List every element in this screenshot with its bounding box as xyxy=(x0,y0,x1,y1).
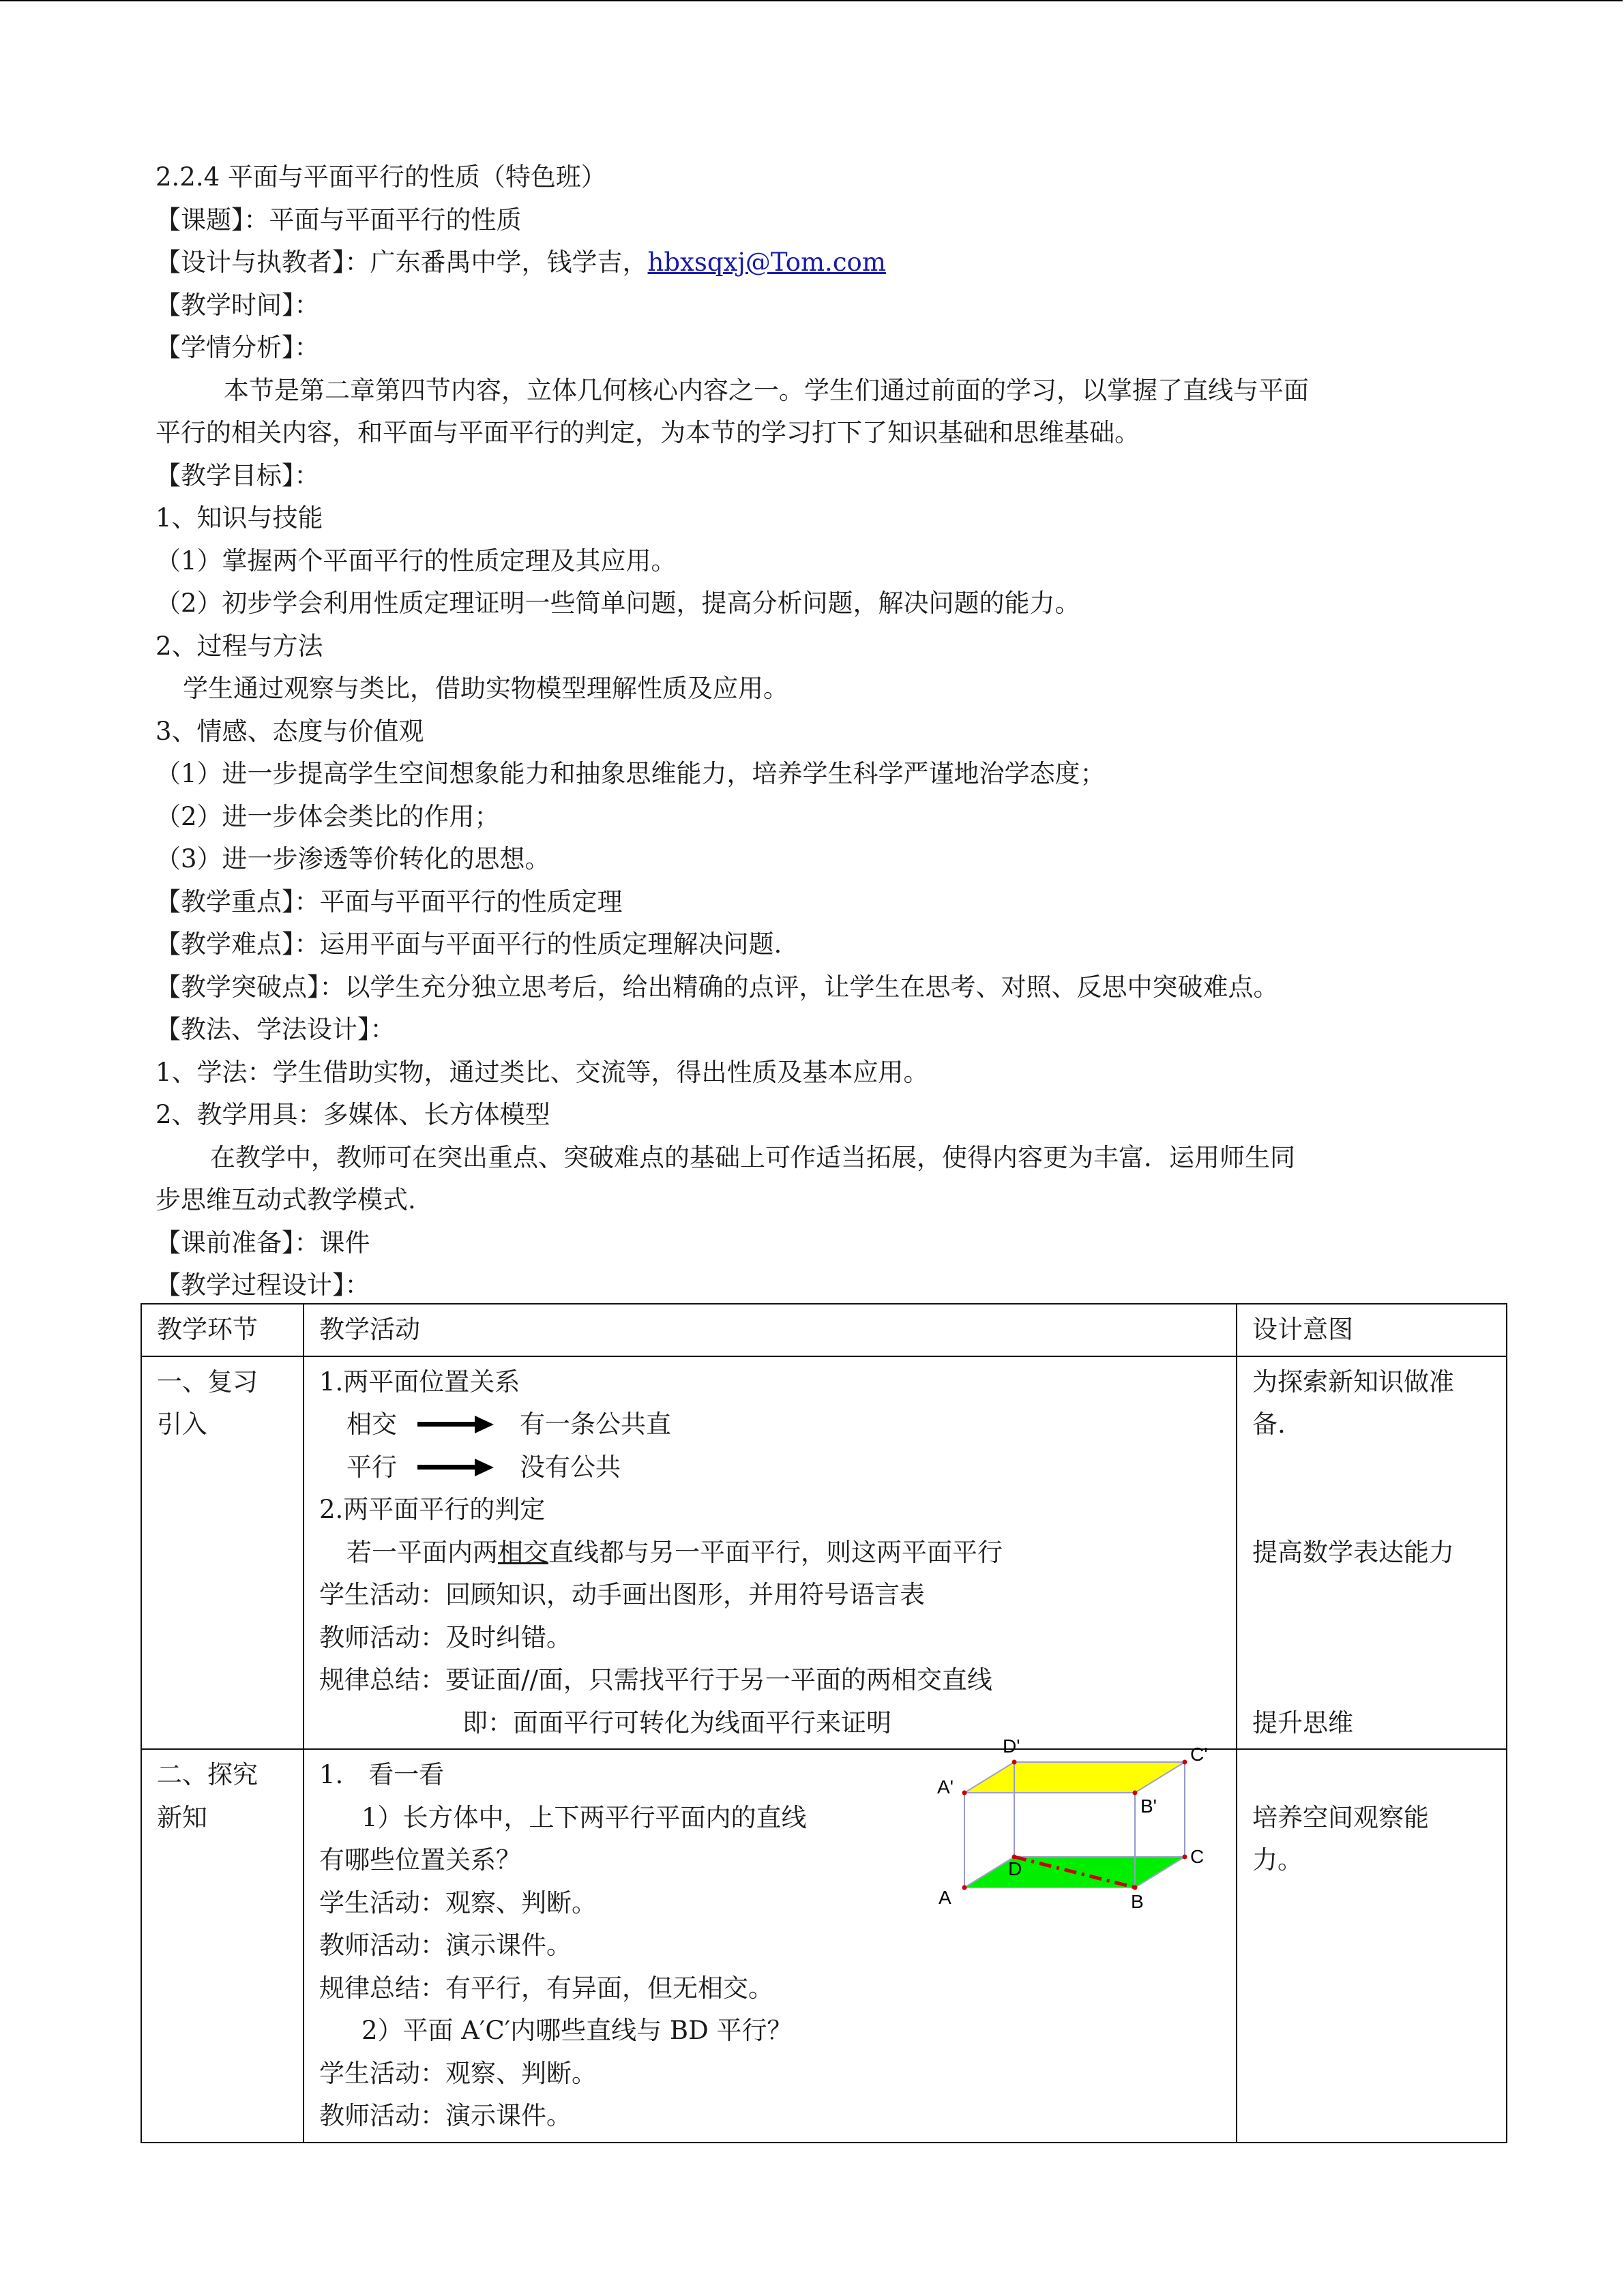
activity-line: 1. 看一看 xyxy=(319,1760,445,1789)
label-C: C xyxy=(1190,1846,1205,1867)
intent-cell xyxy=(1237,1356,1507,1750)
goals-heading: 【教学目标】： xyxy=(156,460,320,490)
activity-line: 教师活动：演示课件。 xyxy=(319,2101,572,2130)
intent-line: 提升思维 xyxy=(1252,1708,1353,1738)
stage-line: 二、探究 xyxy=(157,1760,258,1789)
vertex-dot xyxy=(962,1885,967,1890)
process-heading: 2、过程与方法 xyxy=(156,631,323,661)
page-top-border xyxy=(0,0,1623,1)
activity-line: 学生活动：观察、判断。 xyxy=(319,1888,597,1918)
table-header-row xyxy=(141,1304,1507,1356)
label-B: B xyxy=(1131,1891,1144,1911)
method-heading: 【教法、学法设计】： xyxy=(156,1015,396,1044)
knowledge-heading: 1、知识与技能 xyxy=(156,503,323,533)
cuboid-figure xyxy=(936,1729,1215,1911)
intent-spacer xyxy=(1252,1659,1491,1702)
focus-line: 【教学重点】：平面与平面平行的性质定理 xyxy=(156,886,623,916)
analysis-line-2: 平行的相关内容，和平面与平面平行的判定，为本节的学习打下了知识基础和思维基础。 xyxy=(156,418,1140,447)
top-face xyxy=(964,1762,1185,1793)
right-arrow-icon xyxy=(417,1403,494,1446)
intersect-result: 有一条公共直 xyxy=(520,1410,671,1439)
vertex-dot xyxy=(1133,1885,1138,1890)
intent-spacer xyxy=(1252,1489,1491,1532)
label-A1: A' xyxy=(937,1776,954,1798)
difficulty-line: 【教学难点】：运用平面与平面平行的性质定理解决问题. xyxy=(156,929,782,959)
activity-line: 有哪些位置关系？ xyxy=(319,1845,521,1875)
activity-line: 1.两平面位置关系 xyxy=(319,1367,520,1397)
method-item-3-line-1: 在教学中，教师可在突出重点、突破难点的基础上可作适当拓展，使得内容更为丰富．运用师生同 xyxy=(210,1142,1295,1172)
intent-line: 力。 xyxy=(1252,1845,1303,1875)
criterion-line xyxy=(319,1532,1221,1575)
vertex-dot xyxy=(1183,1855,1187,1860)
label-C1: C' xyxy=(1190,1744,1208,1765)
analysis-heading: 【学情分析】： xyxy=(156,333,320,362)
stage-cell xyxy=(141,1356,304,1750)
designer-text: 【设计与执教者】：广东番禺中学，钱学吉， xyxy=(156,248,648,277)
activity-line: 教师活动：及时纠错。 xyxy=(319,1622,572,1652)
activity-line: 学生活动：回顾知识，动手画出图形，并用符号语言表 xyxy=(319,1580,925,1609)
time-line: 【教学时间】： xyxy=(156,290,320,320)
emotion-item-2: （2）进一步体会类比的作用； xyxy=(156,801,500,831)
activity-line: 教师活动：演示课件。 xyxy=(319,1930,572,1960)
prep-line: 【课前准备】：课件 xyxy=(156,1227,370,1257)
vertex-dot xyxy=(962,1791,967,1795)
intent-cell xyxy=(1237,1749,1507,2143)
intent-line: 为探索新知识做准 xyxy=(1252,1367,1454,1397)
header-intent: 设计意图 xyxy=(1237,1304,1507,1356)
analysis-line-1: 本节是第二章第四节内容，立体几何核心内容之一。学生们通过前面的学习，以掌握了直线与平面 xyxy=(224,375,1309,405)
intent-line: 提高数学表达能力 xyxy=(1252,1537,1454,1567)
parallel-result: 没有公共 xyxy=(520,1452,621,1482)
stage-line: 引入 xyxy=(157,1410,207,1439)
lesson-title: 2.2.4 平面与平面平行的性质（特色班） xyxy=(156,162,606,192)
lesson-table xyxy=(141,1303,1507,2143)
vertex-dot xyxy=(1012,1760,1017,1765)
intent-spacer xyxy=(1252,1617,1491,1660)
criterion-underlined: 相交 xyxy=(498,1537,548,1567)
knowledge-item-2: （2）初步学会利用性质定理证明一些简单问题，提高分析问题，解决问题的能力。 xyxy=(156,588,1080,618)
intent-spacer xyxy=(1252,1574,1491,1617)
table-row xyxy=(141,1356,1507,1750)
criterion-pre: 若一平面内两 xyxy=(346,1537,498,1567)
designer-line xyxy=(156,241,1506,284)
stage-line: 一、复习 xyxy=(157,1367,258,1397)
intersect-label: 相交 xyxy=(346,1410,397,1439)
activity-cell xyxy=(304,1356,1237,1750)
stage-line: 新知 xyxy=(157,1802,207,1832)
topic-line: 【课题】：平面与平面平行的性质 xyxy=(156,205,522,235)
emotion-item-3: （3）进一步渗透等价转化的思想。 xyxy=(156,844,550,874)
activity-line: 1）长方体中，上下两平行平面内的直线 xyxy=(361,1802,807,1832)
intent-spacer xyxy=(1252,1754,1491,1797)
label-A: A xyxy=(939,1887,951,1908)
right-arrow-icon xyxy=(417,1446,494,1489)
designer-email-link[interactable]: hbxsqxj@Tom.com xyxy=(647,248,886,277)
process-design-heading: 【教学过程设计】： xyxy=(156,1270,370,1300)
criterion-post: 直线都与另一平面平行，则这两平面平行 xyxy=(548,1537,1003,1567)
label-D: D xyxy=(1008,1858,1022,1879)
method-item-1: 1、学法：学生借助实物，通过类比、交流等，得出性质及基本应用。 xyxy=(156,1057,929,1087)
intent-line: 培养空间观察能 xyxy=(1252,1802,1429,1832)
process-item-1: 学生通过观察与类比，借助实物模型理解性质及应用。 xyxy=(183,674,788,703)
breakthrough-line: 【教学突破点】：以学生充分独立思考后，给出精确的点评，让学生在思考、对照、反思中突破难点。 xyxy=(156,972,1279,1002)
vertex-dot xyxy=(1183,1760,1187,1765)
activity-line: 即：面面平行可转化为线面平行来证明 xyxy=(462,1708,891,1738)
activity-line: 2）平面 A′C′内哪些直线与 BD 平行？ xyxy=(361,2016,793,2045)
parallel-label: 平行 xyxy=(346,1452,397,1482)
activity-line: 规律总结：有平行，有异面，但无相交。 xyxy=(319,1973,773,2003)
vertex-dot xyxy=(1133,1791,1138,1795)
method-item-3-line-2: 步思维互动式教学模式. xyxy=(156,1185,416,1214)
cuboid-diagram xyxy=(936,1729,1215,1911)
document-body xyxy=(156,156,1506,1307)
label-B1: B' xyxy=(1140,1795,1157,1817)
table-row xyxy=(141,1749,1507,2143)
relation-intersect xyxy=(319,1403,1221,1446)
header-stage: 教学环节 xyxy=(141,1304,304,1356)
relation-parallel xyxy=(319,1446,1221,1489)
activity-line: 2.两平面平行的判定 xyxy=(319,1495,546,1524)
intent-line: 备. xyxy=(1252,1410,1286,1439)
activity-line: 规律总结：要证面//面，只需找平行于另一平面的两相交直线 xyxy=(319,1665,992,1695)
knowledge-item-1: （1）掌握两个平面平行的性质定理及其应用。 xyxy=(156,546,677,576)
activity-line: 学生活动：观察、判断。 xyxy=(319,2058,597,2088)
emotion-item-1: （1）进一步提高学生空间想象能力和抽象思维能力，培养学生科学严谨地治学态度； xyxy=(156,759,1106,788)
stage-cell xyxy=(141,1749,304,2143)
emotion-heading: 3、情感、态度与价值观 xyxy=(156,716,424,746)
header-activity: 教学活动 xyxy=(304,1304,1237,1356)
label-D1: D' xyxy=(1003,1735,1020,1757)
intent-spacer xyxy=(1252,1446,1491,1489)
method-item-2: 2、教学用具：多媒体、长方体模型 xyxy=(156,1100,550,1129)
